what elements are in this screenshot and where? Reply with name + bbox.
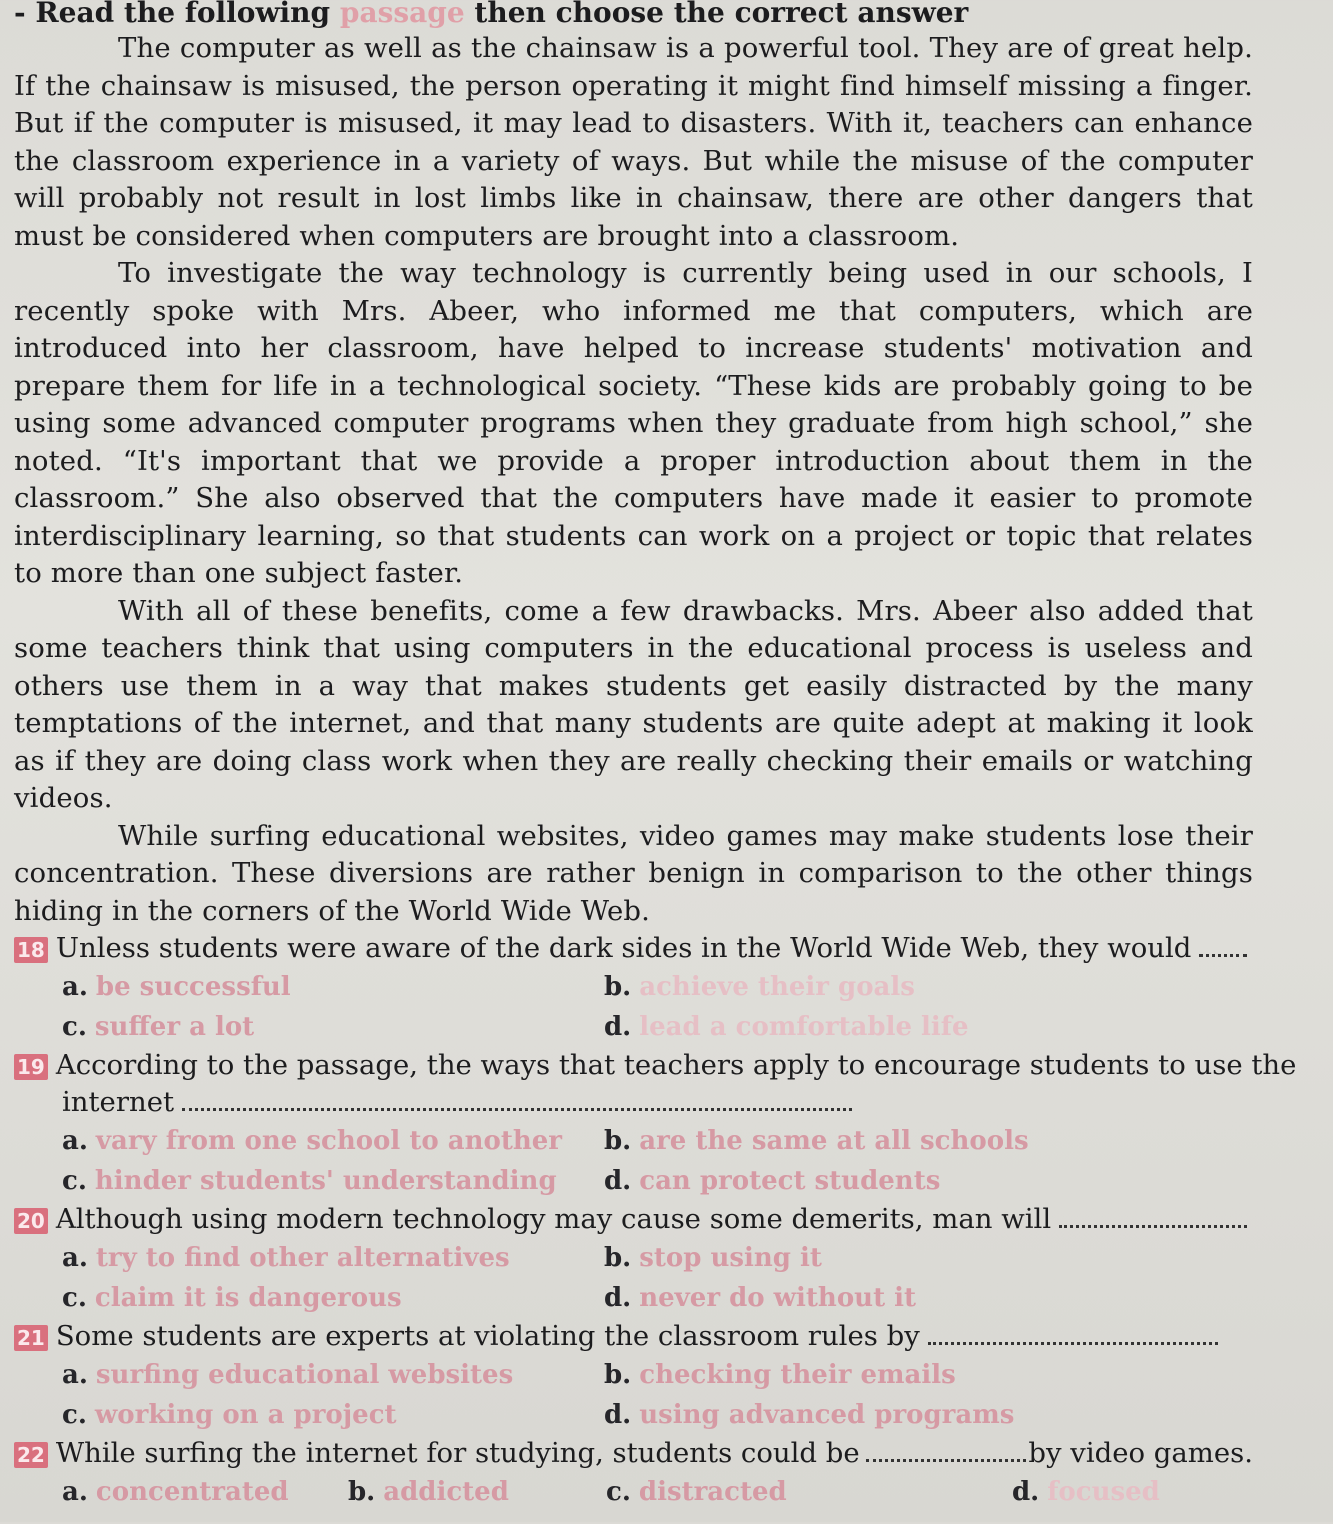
question-text: According to the passage, the ways that teachers apply to encourage students to use the — [55, 1049, 1297, 1081]
question-number-badge: 20 — [14, 1208, 48, 1234]
option-text: working on a project — [94, 1400, 397, 1430]
option-d[interactable] — [604, 1161, 1164, 1201]
question-stem-continued — [14, 1084, 1253, 1121]
option-text: achieve their goals — [639, 972, 915, 1002]
question-stem — [14, 1201, 1253, 1238]
option-b[interactable] — [604, 1238, 1164, 1278]
option-label: d. — [604, 1400, 632, 1430]
option-label: c. — [62, 1283, 87, 1313]
option-a[interactable] — [62, 1472, 348, 1512]
question-stem — [14, 1318, 1253, 1355]
reading-passage — [14, 30, 1253, 930]
option-label: c. — [62, 1166, 87, 1196]
options — [14, 1121, 1253, 1201]
option-label: b. — [348, 1477, 376, 1507]
option-text: stop using it — [639, 1243, 822, 1273]
option-text: claim it is dangerous — [94, 1283, 402, 1313]
option-text: checking their emails — [639, 1360, 956, 1390]
option-a[interactable] — [62, 1121, 604, 1161]
option-label: b. — [604, 1243, 632, 1273]
question-number-badge: 21 — [14, 1325, 48, 1351]
option-c[interactable] — [606, 1472, 1012, 1512]
option-c[interactable] — [62, 1161, 604, 1201]
option-text: suffer a lot — [94, 1012, 255, 1042]
question-18 — [14, 930, 1253, 1047]
option-label: d. — [604, 1166, 632, 1196]
option-text: be successful — [95, 972, 291, 1002]
option-b[interactable] — [348, 1472, 606, 1512]
option-text: never do without it — [639, 1283, 917, 1313]
option-text: are the same at all schools — [639, 1126, 1029, 1156]
option-text: vary from one school to another — [95, 1126, 562, 1156]
answer-blank — [1199, 954, 1247, 957]
option-d[interactable] — [1012, 1472, 1212, 1512]
passage-paragraph: With all of these benefits, come a few drawbacks. Mrs. Abeer also added that some teachers think that using computers in the educational process is useless and others use them in a way that makes students get easily distracted by the many temptations of the internet, and that many students are quite adept at making it look as if they are doing class work when they are really checking their emails or watching videos. — [14, 594, 1253, 814]
option-text: can protect students — [639, 1166, 941, 1196]
option-c[interactable] — [62, 1007, 604, 1047]
option-b[interactable] — [604, 1121, 1164, 1161]
question-22 — [14, 1435, 1253, 1512]
option-b[interactable] — [604, 1355, 1164, 1395]
question-number-badge: 18 — [14, 937, 48, 963]
question-text: Unless students were aware of the dark sides in the World Wide Web, they would — [55, 932, 1192, 964]
option-text: try to find other alternatives — [95, 1243, 510, 1273]
option-label: a. — [62, 1360, 88, 1390]
question-text: Although using modern technology may cause some demerits, man will — [55, 1203, 1052, 1235]
options — [14, 1238, 1253, 1318]
question-19 — [14, 1047, 1297, 1201]
option-text: distracted — [638, 1477, 787, 1507]
option-a[interactable] — [62, 1355, 604, 1395]
option-label: b. — [604, 1126, 632, 1156]
passage-paragraph: While surfing educational websites, video games may make students lose their concentration. These diversions are rather benign in comparison to the other things hiding in the corners of the World Wide Web. — [14, 819, 1253, 927]
option-d[interactable] — [604, 1395, 1164, 1435]
answer-blank — [1059, 1225, 1247, 1228]
answer-blank — [866, 1459, 1027, 1462]
option-text: using advanced programs — [639, 1400, 1015, 1430]
question-text: Some students are experts at violating the classroom rules by — [55, 1320, 920, 1352]
option-b[interactable] — [604, 967, 1164, 1007]
option-label: b. — [604, 972, 632, 1002]
option-label: c. — [606, 1477, 631, 1507]
instruction-highlight: passage — [339, 0, 465, 29]
options — [14, 967, 1253, 1047]
option-text: focused — [1047, 1477, 1160, 1507]
option-label: d. — [1012, 1477, 1040, 1507]
instruction-suffix: then choose the correct answer — [464, 0, 969, 29]
option-c[interactable] — [62, 1395, 604, 1435]
option-d[interactable] — [604, 1007, 1164, 1047]
question-stem — [14, 1047, 1297, 1084]
question-text-tail: by video games. — [1028, 1437, 1253, 1469]
answer-blank — [182, 1108, 852, 1111]
option-label: b. — [604, 1360, 632, 1390]
question-stem — [14, 930, 1253, 967]
option-label: a. — [62, 1477, 88, 1507]
options — [14, 1355, 1253, 1435]
option-label: d. — [604, 1012, 632, 1042]
option-c[interactable] — [62, 1278, 604, 1318]
option-a[interactable] — [62, 1238, 604, 1278]
question-stem — [14, 1435, 1253, 1472]
option-d[interactable] — [604, 1278, 1164, 1318]
option-label: c. — [62, 1400, 87, 1430]
question-text-continued: internet — [62, 1086, 175, 1118]
option-label: c. — [62, 1012, 87, 1042]
option-label: a. — [62, 1243, 88, 1273]
question-number-badge: 22 — [14, 1442, 48, 1468]
option-text: lead a comfortable life — [639, 1012, 969, 1042]
passage-paragraph: To investigate the way technology is currently being used in our schools, I recently spoke with Mrs. Abeer, who informed me that computers, which are introduced into her classroom, have helped to increase students' motivation and prepare them for life in a technological society. “These kids are probably going to be using some advanced computer programs when they graduate from high school,” she noted. “It's important that we provide a proper introduction about them in the classroom.” She also observed that the computers have made it easier to promote interdisciplinary learning, so that students can work on a project or topic that relates to more than one subject faster. — [14, 257, 1253, 589]
instruction-prefix: - Read the following — [14, 0, 340, 29]
question-text: While surfing the internet for studying, students could be — [55, 1437, 860, 1469]
options — [14, 1472, 1253, 1512]
instruction-heading — [14, 0, 1253, 28]
question-number-badge: 19 — [14, 1054, 48, 1080]
question-20 — [14, 1201, 1253, 1318]
option-label: a. — [62, 1126, 88, 1156]
question-21 — [14, 1318, 1253, 1435]
option-a[interactable] — [62, 967, 604, 1007]
option-label: d. — [604, 1283, 632, 1313]
option-text: addicted — [383, 1477, 509, 1507]
passage-paragraph: The computer as well as the chainsaw is a powerful tool. They are of great help. If the chainsaw is misused, the person operating it might find himself missing a finger. But if the computer is misused, it may lead to disasters. With it, teachers can enhance the classroom experience in a variety of ways. But while the misuse of the computer will probably not result in lost limbs like in chainsaw, there are other dangers that must be considered when computers are brought into a classroom. — [14, 32, 1253, 252]
option-text: surfing educational websites — [95, 1360, 514, 1390]
answer-blank — [928, 1342, 1218, 1345]
option-text: hinder students' understanding — [94, 1166, 557, 1196]
option-text: concentrated — [95, 1477, 289, 1507]
option-label: a. — [62, 972, 88, 1002]
